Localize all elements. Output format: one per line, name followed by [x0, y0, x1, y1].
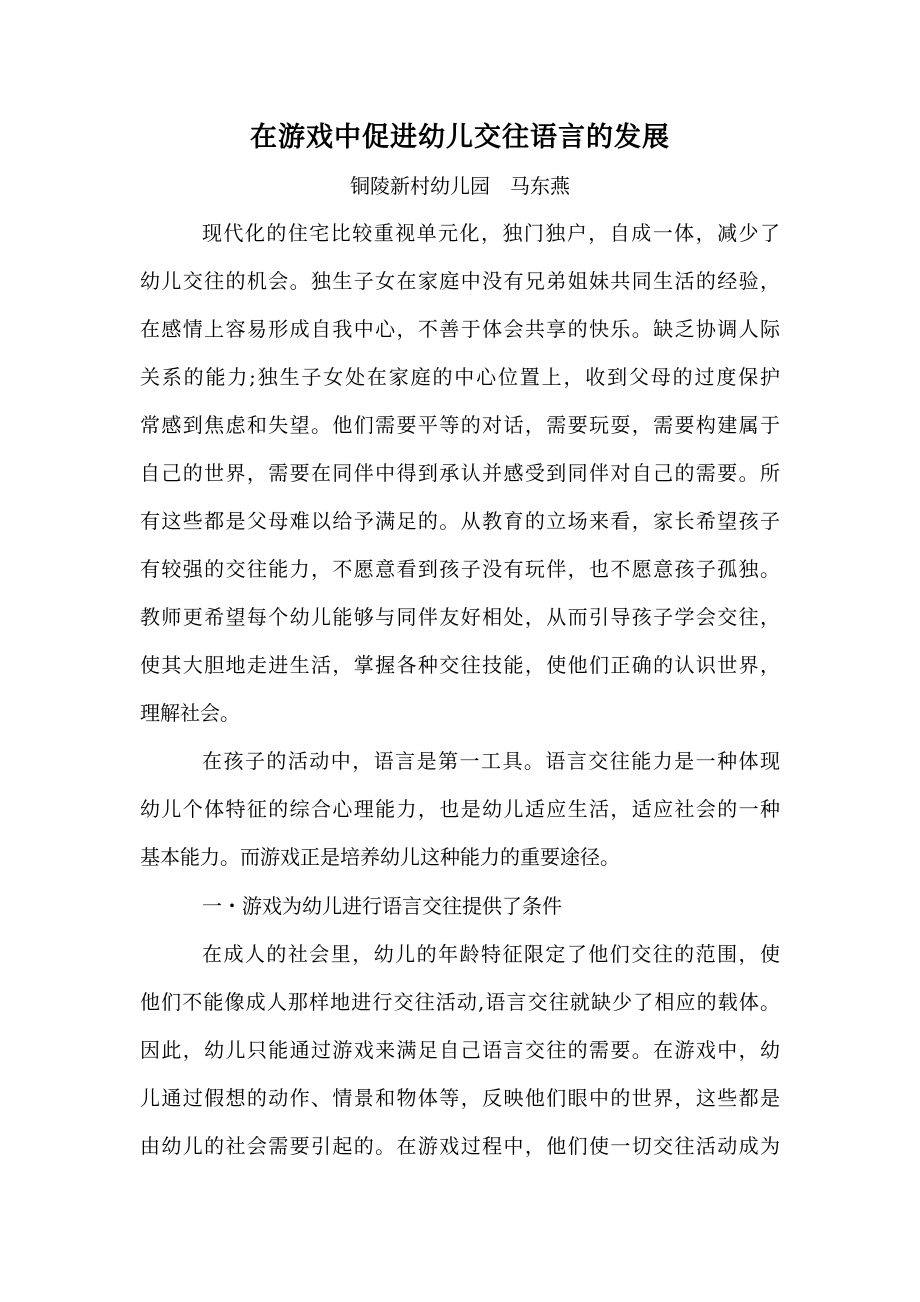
text-line: 现代化的住宅比较重视单元化，独门独户，自成一体，减少了 — [202, 221, 780, 245]
text-line: 有这些都是父母难以给予满足的。从教育的立场来看，家长希望孩子 — [140, 509, 780, 533]
text-line: 他们不能像成人那样地进行交往活动,语言交往就缺少了相应的载体。 — [140, 990, 780, 1014]
text-line: 在孩子的活动中，语言是第一工具。语言交往能力是一种体现 — [202, 749, 780, 773]
section-heading: 一・游戏为幼儿进行语言交往提供了条件 — [202, 894, 562, 918]
text-line: 教师更希望每个幼儿能够与同伴友好相处，从而引导孩子学会交往， — [140, 605, 780, 629]
text-line: 理解社会。 — [140, 701, 240, 725]
document-title: 在游戏中促进幼儿交往语言的发展 — [250, 122, 670, 153]
text-line: 关系的能力;独生子女处在家庭的中心位置上，收到父母的过度保护 — [140, 365, 780, 389]
text-line: 幼儿交往的机会。独生子女在家庭中没有兄弟姐妹共同生活的经验， — [140, 269, 780, 293]
text-line: 在成人的社会里，幼儿的年龄特征限定了他们交往的范围，使 — [202, 942, 780, 966]
text-line: 在感情上容易形成自我中心，不善于体会共享的快乐。缺乏协调人际 — [140, 317, 780, 341]
text-line: 使其大胆地走进生活，掌握各种交往技能，使他们正确的认识世界， — [140, 653, 780, 677]
text-line: 常感到焦虑和失望。他们需要平等的对话，需要玩耍，需要构建属于 — [140, 413, 780, 437]
text-line: 因此，幼儿只能通过游戏来满足自己语言交往的需要。在游戏中，幼 — [140, 1038, 780, 1062]
text-line: 儿通过假想的动作、情景和物体等，反映他们眼中的世界，这些都是 — [140, 1086, 780, 1110]
text-line: 基本能力。而游戏正是培养幼儿这种能力的重要途径。 — [140, 845, 620, 869]
text-line: 有较强的交往能力，不愿意看到孩子没有玩伴，也不愿意孩子孤独。 — [140, 557, 780, 581]
author-byline: 铜陵新村幼儿园 马东燕 — [350, 174, 570, 198]
text-line: 由幼儿的社会需要引起的。在游戏过程中，他们使一切交往活动成为 — [140, 1134, 780, 1158]
text-line: 幼儿个体特征的综合心理能力，也是幼儿适应生活，适应社会的一种 — [140, 797, 780, 821]
text-line: 自己的世界，需要在同伴中得到承认并感受到同伴对自己的需要。所 — [140, 461, 780, 485]
